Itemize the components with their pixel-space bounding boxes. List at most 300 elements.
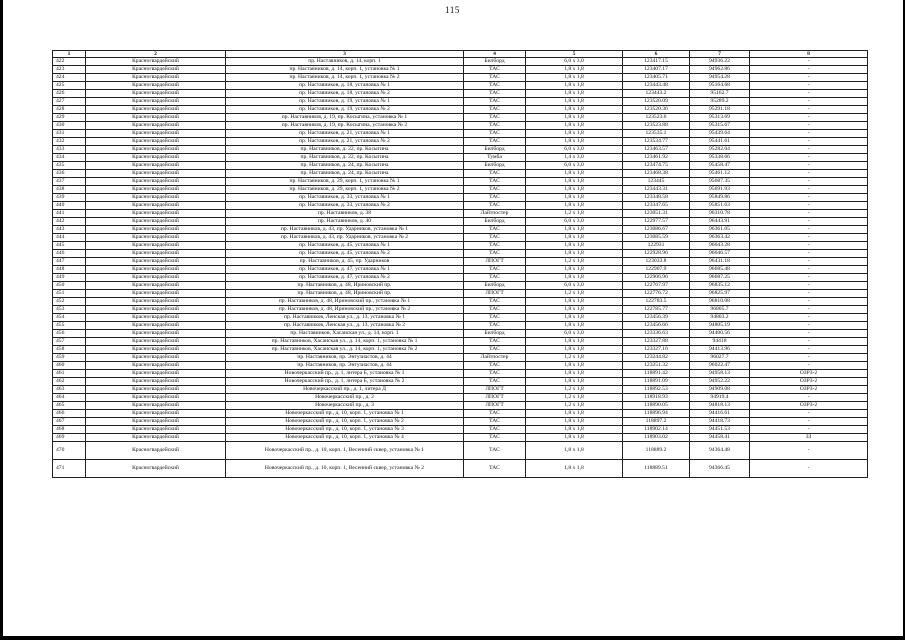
cell-size: 1,2 x 1,8	[526, 402, 623, 410]
cell-district: Красногвардейский	[86, 282, 226, 290]
cell-size: 1,2 x 1,8	[526, 386, 623, 394]
table-row	[53, 460, 868, 478]
cell-district: Красногвардейский	[86, 338, 226, 346]
cell-row-number: 457	[53, 338, 86, 346]
cell-structure-type: ТАС	[464, 226, 526, 234]
cell-row-number: 428	[53, 106, 86, 114]
cell-zone: -	[750, 130, 868, 138]
cell-coord-x: 118896.94	[623, 410, 690, 418]
cell-coord-y: 95282.04	[690, 146, 750, 154]
table-row	[53, 370, 868, 378]
cell-coord-x: 123347.65	[623, 202, 690, 210]
table-row	[53, 138, 868, 146]
table-row	[53, 82, 868, 90]
cell-row-number: 444	[53, 234, 86, 242]
cell-structure-type: ЛПОГТ	[464, 258, 526, 266]
cell-row-number: 458	[53, 346, 86, 354]
cell-zone: -	[750, 178, 868, 186]
cell-coord-y: 96810.08	[690, 298, 750, 306]
cell-coord-y: 96805.7	[690, 306, 750, 314]
cell-row-number: 456	[53, 330, 86, 338]
table-row	[53, 170, 868, 178]
cell-district: Красногвардейский	[86, 82, 226, 90]
table-row	[53, 58, 868, 66]
cell-structure-type: ТАС	[464, 250, 526, 258]
cell-row-number: 446	[53, 250, 86, 258]
cell-size: 1,8 x 1,8	[526, 306, 623, 314]
cell-coord-x: 118903.02	[623, 434, 690, 442]
table-row	[53, 314, 868, 322]
cell-address: пр. Наставников, д. 14, корп. 1, установка № 2	[226, 74, 464, 82]
cell-zone: -	[750, 226, 868, 234]
cell-coord-x: 123443.31	[623, 186, 690, 194]
cell-coord-x: 123405.71	[623, 74, 690, 82]
cell-row-number: 439	[53, 194, 86, 202]
cell-zone: -	[750, 410, 868, 418]
cell-address: пр. Наставников, д. 40	[226, 218, 464, 226]
cell-coord-y: 94818.13	[690, 402, 750, 410]
cell-coord-y: 96646.57	[690, 250, 750, 258]
cell-district: Красногвардейский	[86, 402, 226, 410]
cell-size: 1,8 x 1,8	[526, 122, 623, 130]
cell-coord-x: 122931	[623, 242, 690, 250]
cell-row-number: 434	[53, 154, 86, 162]
cell-coord-y: 95164.68	[690, 82, 750, 90]
cell-coord-x: 123244.82	[623, 354, 690, 362]
cell-size: 6,0 x 3,0	[526, 162, 623, 170]
cell-structure-type: ТАС	[464, 442, 526, 460]
cell-address: пр. Наставников, д. 33, установка № 2	[226, 202, 464, 210]
cell-coord-y: 95162.7	[690, 90, 750, 98]
table-row	[53, 202, 868, 210]
cell-district: Красногвардейский	[86, 354, 226, 362]
cell-coord-x: 122776.72	[623, 290, 690, 298]
table-row	[53, 346, 868, 354]
cell-zone: -	[750, 354, 868, 362]
cell-size: 1,8 x 1,8	[526, 66, 623, 74]
cell-row-number: 430	[53, 122, 86, 130]
cell-district: Красногвардейский	[86, 162, 226, 170]
cell-row-number: 432	[53, 138, 86, 146]
cell-coord-x: 122928.96	[623, 250, 690, 258]
cell-structure-type: ТАС	[464, 460, 526, 478]
cell-district: Красногвардейский	[86, 410, 226, 418]
cell-structure-type: ТАС	[464, 338, 526, 346]
cell-row-number: 429	[53, 114, 86, 122]
cell-coord-x: 123033.8	[623, 258, 690, 266]
cell-district: Красногвардейский	[86, 202, 226, 210]
column-header-2: 2	[86, 51, 226, 58]
cell-district: Красногвардейский	[86, 138, 226, 146]
cell-row-number: 463	[53, 386, 86, 394]
cell-coord-x: 123443.48	[623, 82, 690, 90]
cell-district: Красногвардейский	[86, 394, 226, 402]
cell-coord-x: 122907.9	[623, 266, 690, 274]
page-number: 115	[445, 5, 460, 15]
table-row	[53, 282, 868, 290]
column-header-6: 6	[623, 51, 690, 58]
cell-coord-y: 94451.53	[690, 426, 750, 434]
cell-district: Красногвардейский	[86, 362, 226, 370]
column-header-1: 1	[53, 51, 86, 58]
cell-size: 1,8 x 1,8	[526, 370, 623, 378]
cell-coord-x: 123327.16	[623, 346, 690, 354]
scan-bottom-edge	[0, 636, 905, 640]
cell-size: 1,8 x 1,8	[526, 186, 623, 194]
cell-district: Красногвардейский	[86, 274, 226, 282]
cell-row-number: 436	[53, 170, 86, 178]
cell-row-number: 461	[53, 370, 86, 378]
cell-district: Красногвардейский	[86, 178, 226, 186]
cell-zone: -	[750, 394, 868, 402]
cell-address: пр. Наставников, д. 48, Ириновский пр.	[226, 282, 464, 290]
cell-address: Новочеркасский пр., д. 10, корп. 1, установка № 3	[226, 426, 464, 434]
advertising-structures-table	[52, 50, 868, 478]
cell-district: Красногвардейский	[86, 370, 226, 378]
cell-structure-type: Билборд	[464, 146, 526, 154]
cell-size: 1,8 x 1,8	[526, 130, 623, 138]
cell-zone: -	[750, 418, 868, 426]
cell-row-number: 462	[53, 378, 86, 386]
cell-district: Красногвардейский	[86, 434, 226, 442]
cell-coord-y: 95687.35	[690, 178, 750, 186]
cell-address: пр. Наставников, д. 48, Ириновский пр., установка № 2	[226, 306, 464, 314]
table-row	[53, 210, 868, 218]
cell-size: 1,8 x 1,8	[526, 82, 623, 90]
cell-address: пр. Наставников, д. 45, установка № 1	[226, 242, 464, 250]
cell-zone: -	[750, 426, 868, 434]
cell-zone: -	[750, 330, 868, 338]
cell-address: пр. Наставников, д. 18, установка № 1	[226, 82, 464, 90]
cell-structure-type: ЛПОГТ	[464, 402, 526, 410]
table-row	[53, 378, 868, 386]
cell-coord-x: 118892.53	[623, 386, 690, 394]
cell-row-number: 427	[53, 98, 86, 106]
cell-coord-x: 123523.88	[623, 122, 690, 130]
table-row	[53, 234, 868, 242]
cell-size: 1,8 x 1,8	[526, 314, 623, 322]
cell-row-number: 433	[53, 146, 86, 154]
cell-district: Красногвардейский	[86, 442, 226, 460]
cell-coord-y: 95691.93	[690, 186, 750, 194]
table-row	[53, 402, 868, 410]
cell-size: 1,8 x 1,8	[526, 442, 623, 460]
cell-coord-y: 94962.86	[690, 66, 750, 74]
cell-address: Новочеркасский пр., д. 1, литера Д	[226, 386, 464, 394]
cell-district: Красногвардейский	[86, 130, 226, 138]
cell-coord-x: 118889.51	[623, 460, 690, 478]
cell-zone: -	[750, 266, 868, 274]
table-row	[53, 258, 868, 266]
table-row	[53, 98, 868, 106]
cell-row-number: 453	[53, 306, 86, 314]
cell-coord-x: 123327.88	[623, 338, 690, 346]
table-row	[53, 250, 868, 258]
table-row	[53, 162, 868, 170]
cell-row-number: 466	[53, 410, 86, 418]
cell-size: 1,8 x 1,8	[526, 266, 623, 274]
cell-zone: -	[750, 460, 868, 478]
cell-coord-x: 123251.32	[623, 362, 690, 370]
cell-address: пр. Наставников, Ленская ул., д. 13, установка № 2	[226, 322, 464, 330]
cell-district: Красногвардейский	[86, 154, 226, 162]
cell-address: пр. Наставников, Хасанская ул., д. 14, корп. 1, установка № 1	[226, 338, 464, 346]
cell-address: пр. Наставников, д. 18, установка № 2	[226, 90, 464, 98]
cell-row-number: 440	[53, 202, 86, 210]
cell-district: Красногвардейский	[86, 314, 226, 322]
cell-size: 6,0 x 3,0	[526, 282, 623, 290]
cell-size: 1,8 x 1,8	[526, 434, 623, 442]
cell-coord-x: 123407.17	[623, 66, 690, 74]
cell-structure-type: ТАС	[464, 274, 526, 282]
cell-district: Красногвардейский	[86, 266, 226, 274]
cell-district: Красногвардейский	[86, 90, 226, 98]
cell-structure-type: ТАС	[464, 138, 526, 146]
cell-structure-type: Билборд	[464, 58, 526, 66]
cell-row-number: 443	[53, 226, 86, 234]
cell-size: 1,8 x 1,8	[526, 234, 623, 242]
cell-row-number: 464	[53, 394, 86, 402]
cell-coord-x: 123468.38	[623, 170, 690, 178]
cell-coord-y: 96825.97	[690, 290, 750, 298]
cell-district: Красногвардейский	[86, 218, 226, 226]
cell-zone: -	[750, 210, 868, 218]
cell-row-number: 423	[53, 66, 86, 74]
cell-structure-type: Билборд	[464, 282, 526, 290]
cell-row-number: 460	[53, 362, 86, 370]
cell-coord-x: 123461.92	[623, 154, 690, 162]
cell-address: пр. Наставников, д. 45, пр. Ударников	[226, 258, 464, 266]
cell-row-number: 424	[53, 74, 86, 82]
cell-zone: ОЗРЗ-2	[750, 402, 868, 410]
cell-structure-type: ТАС	[464, 66, 526, 74]
cell-address: пр. Наставников, д. 14, корп. 1	[226, 58, 464, 66]
cell-structure-type: ТАС	[464, 418, 526, 426]
cell-zone: -	[750, 146, 868, 154]
cell-zone: -	[750, 138, 868, 146]
cell-structure-type: ЛПОГТ	[464, 290, 526, 298]
cell-coord-y: 96027.7	[690, 354, 750, 362]
table-row	[53, 186, 868, 194]
cell-coord-x: 123348.58	[623, 194, 690, 202]
cell-size: 1,8 x 1,8	[526, 338, 623, 346]
table-row	[53, 194, 868, 202]
cell-address: пр. Наставников, пр. Энтузиастов, д. 44	[226, 354, 464, 362]
column-header-8: 8	[750, 51, 868, 58]
cell-coord-x: 123456.66	[623, 322, 690, 330]
cell-structure-type: ТАС	[464, 314, 526, 322]
cell-coord-y: 95849.86	[690, 194, 750, 202]
cell-structure-type: ТАС	[464, 378, 526, 386]
cell-address: пр. Наставников, Хасанская ул., д. 14, корп. 1	[226, 330, 464, 338]
table-row	[53, 66, 868, 74]
cell-structure-type: Билборд	[464, 218, 526, 226]
cell-coord-x: 122977.57	[623, 218, 690, 226]
cell-address: пр. Наставников, д. 43, пр. Ударников, установка № 1	[226, 226, 464, 234]
cell-coord-x: 123534.77	[623, 138, 690, 146]
cell-size: 1,8 x 1,8	[526, 274, 623, 282]
cell-district: Красногвардейский	[86, 194, 226, 202]
cell-size: 1,2 x 1,8	[526, 290, 623, 298]
cell-coord-y: 94413.96	[690, 346, 750, 354]
cell-structure-type: ТАС	[464, 74, 526, 82]
cell-coord-x: 123456.39	[623, 314, 690, 322]
cell-size: 1,8 x 1,8	[526, 362, 623, 370]
cell-coord-x: 123051.31	[623, 210, 690, 218]
cell-structure-type: ТАС	[464, 122, 526, 130]
cell-district: Красногвардейский	[86, 290, 226, 298]
cell-coord-x: 118902.14	[623, 426, 690, 434]
cell-address: пр. Наставников, д. 24, пр. Косыгина	[226, 170, 464, 178]
cell-zone: -	[750, 290, 868, 298]
cell-address: пр. Наставников, д. 43, пр. Ударников, установка № 2	[226, 234, 464, 242]
cell-size: 1,8 x 1,8	[526, 378, 623, 386]
cell-coord-y: 94366.45	[690, 460, 750, 478]
cell-address: пр. Наставников, д. 21, установка № 1	[226, 130, 464, 138]
cell-zone: -	[750, 58, 868, 66]
cell-row-number: 441	[53, 210, 86, 218]
cell-coord-y: 96310.78	[690, 210, 750, 218]
cell-size: 1,8 x 1,8	[526, 298, 623, 306]
cell-row-number: 425	[53, 82, 86, 90]
cell-address: Новочеркасский пр., д. 1, литера Б, установка № 1	[226, 370, 464, 378]
cell-coord-x: 123085.59	[623, 234, 690, 242]
cell-row-number: 426	[53, 90, 86, 98]
cell-size: 1,8 x 1,8	[526, 322, 623, 330]
cell-coord-y: 96022.47	[690, 362, 750, 370]
cell-address: Новочеркасский пр., д. 3	[226, 402, 464, 410]
cell-row-number: 448	[53, 266, 86, 274]
cell-coord-x: 118890.05	[623, 402, 690, 410]
cell-zone: -	[750, 122, 868, 130]
cell-coord-x: 118891.09	[623, 378, 690, 386]
cell-coord-y: 95315.67	[690, 122, 750, 130]
cell-size: 1,8 x 1,8	[526, 418, 623, 426]
cell-size: 1,2 x 1,8	[526, 258, 623, 266]
cell-zone: -	[750, 242, 868, 250]
cell-structure-type: ТАС	[464, 426, 526, 434]
cell-address: Новочеркасский пр., д. 1, литера Б, установка № 2	[226, 378, 464, 386]
cell-coord-y: 94418.73	[690, 418, 750, 426]
table-row	[53, 442, 868, 460]
cell-zone: -	[750, 218, 868, 226]
table-row	[53, 354, 868, 362]
cell-zone: -	[750, 74, 868, 82]
cell-address: Новочеркасский пр., д. 10, корп. 1, установка № 2	[226, 418, 464, 426]
cell-zone: ОЗРЗ-2	[750, 386, 868, 394]
cell-size: 6,0 x 3,0	[526, 218, 623, 226]
cell-structure-type: ТАС	[464, 266, 526, 274]
table-row	[53, 426, 868, 434]
cell-address: пр. Наставников, д. 47, установка № 2	[226, 274, 464, 282]
cell-coord-y: 94418	[690, 338, 750, 346]
cell-row-number: 455	[53, 322, 86, 330]
cell-address: пр. Наставников, д. 33, установка № 1	[226, 194, 464, 202]
cell-structure-type: ТАС	[464, 322, 526, 330]
cell-coord-y: 95458.47	[690, 162, 750, 170]
cell-coord-y: 96835.12	[690, 282, 750, 290]
cell-coord-x: 123463.57	[623, 146, 690, 154]
cell-address: Новочеркасский пр., д. 10, корп. 1, Весенний сквер, установка № 1	[226, 442, 464, 460]
cell-structure-type: ТАС	[464, 234, 526, 242]
cell-address: пр. Наставников, д. 14, корп. 1, установка № 1	[226, 66, 464, 74]
table-row	[53, 290, 868, 298]
cell-zone: -	[750, 154, 868, 162]
cell-structure-type: ТАС	[464, 130, 526, 138]
cell-district: Красногвардейский	[86, 258, 226, 266]
cell-coord-x: 123086.67	[623, 226, 690, 234]
cell-zone: -	[750, 66, 868, 74]
cell-coord-y: 94400.56	[690, 330, 750, 338]
cell-size: 1,8 x 1,8	[526, 242, 623, 250]
cell-coord-x: 122783.5	[623, 298, 690, 306]
cell-coord-y: 94952.22	[690, 378, 750, 386]
cell-row-number: 447	[53, 258, 86, 266]
cell-zone: -	[750, 282, 868, 290]
cell-structure-type: ТАС	[464, 170, 526, 178]
cell-zone: ОЗРЗ-2	[750, 370, 868, 378]
cell-district: Красногвардейский	[86, 114, 226, 122]
cell-coord-x: 123535.1	[623, 130, 690, 138]
cell-size: 1,8 x 1,8	[526, 90, 623, 98]
cell-address: пр. Наставников, д. 48, Ириновский пр., установка № 1	[226, 298, 464, 306]
table-row	[53, 322, 868, 330]
table-row	[53, 266, 868, 274]
cell-structure-type: ЛПОГТ	[464, 386, 526, 394]
cell-district: Красногвардейский	[86, 322, 226, 330]
table-row	[53, 154, 868, 162]
cell-coord-y: 94458.41	[690, 434, 750, 442]
column-header-4: 4	[464, 51, 526, 58]
cell-coord-x: 122767.97	[623, 282, 690, 290]
cell-structure-type: Тумба	[464, 154, 526, 162]
cell-size: 1,8 x 1,8	[526, 194, 623, 202]
cell-coord-x: 122785.77	[623, 306, 690, 314]
cell-size: 1,8 x 1,8	[526, 426, 623, 434]
table-row	[53, 242, 868, 250]
cell-size: 1,8 x 1,8	[526, 178, 623, 186]
cell-size: 1,8 x 1,8	[526, 202, 623, 210]
cell-row-number: 454	[53, 314, 86, 322]
cell-address: пр. Наставников, д. 48, Ириновский пр.	[226, 290, 464, 298]
cell-zone: -	[750, 298, 868, 306]
cell-coord-y: 94936.22	[690, 58, 750, 66]
cell-coord-x: 123336.63	[623, 330, 690, 338]
cell-structure-type: ТАС	[464, 106, 526, 114]
cell-size: 1,8 x 1,8	[526, 170, 623, 178]
cell-structure-type: Лайтпостер	[464, 354, 526, 362]
cell-structure-type: ТАС	[464, 298, 526, 306]
cell-row-number: 445	[53, 242, 86, 250]
cell-coord-y: 95439.64	[690, 130, 750, 138]
cell-size: 1,8 x 1,8	[526, 460, 623, 478]
cell-district: Красногвардейский	[86, 234, 226, 242]
cell-coord-x: 122906.96	[623, 274, 690, 282]
cell-zone: -	[750, 98, 868, 106]
cell-row-number: 442	[53, 218, 86, 226]
table-row	[53, 298, 868, 306]
cell-coord-y: 95461.12	[690, 170, 750, 178]
cell-structure-type: ТАС	[464, 410, 526, 418]
cell-zone: -	[750, 82, 868, 90]
table-header-row	[53, 51, 868, 58]
column-header-7: 7	[690, 51, 750, 58]
cell-size: 1,8 x 1,8	[526, 106, 623, 114]
cell-coord-y: 94803.2	[690, 314, 750, 322]
cell-size: 1,8 x 1,8	[526, 74, 623, 82]
cell-coord-x: 123520.36	[623, 106, 690, 114]
cell-zone: -	[750, 322, 868, 330]
